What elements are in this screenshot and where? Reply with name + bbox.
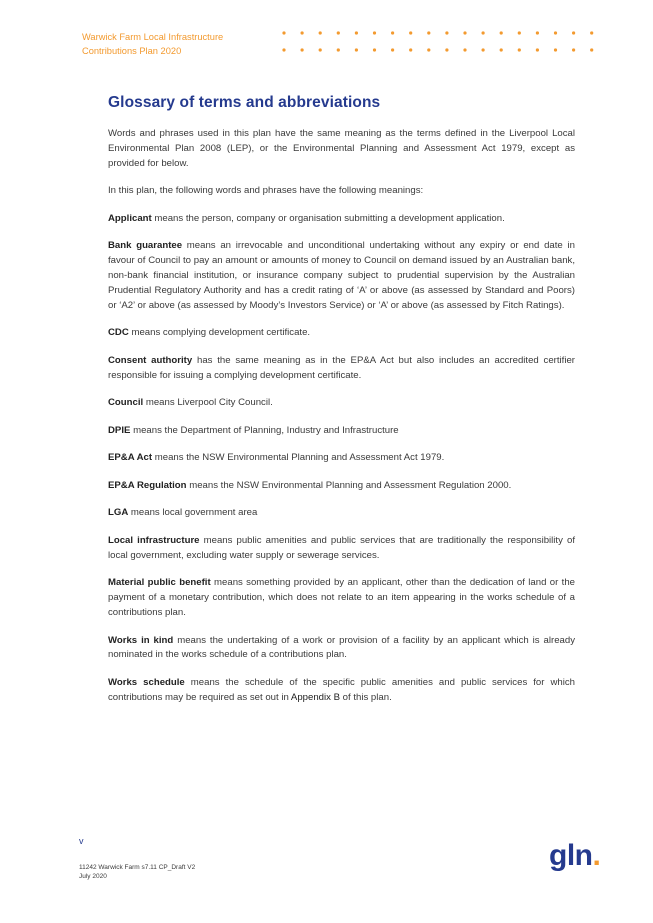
glossary-term: Local infrastructure — [108, 534, 200, 546]
gln-logo — [549, 838, 600, 874]
decorative-dot — [445, 31, 448, 34]
decorative-dot — [572, 48, 575, 51]
glossary-entry — [108, 506, 575, 521]
header-title-line1: Warwick Farm Local Infrastructure — [82, 32, 224, 42]
glossary-term: Works in kind — [108, 634, 174, 646]
glossary-entry — [108, 634, 575, 664]
decorative-dot — [282, 48, 285, 51]
glossary-term: Consent authority — [108, 354, 193, 366]
decorative-dot — [463, 48, 466, 51]
header-title-line2: Contributions Plan 2020 — [82, 46, 182, 56]
decorative-dot — [301, 48, 304, 51]
glossary-term: LGA — [108, 507, 129, 519]
decorative-dot-grid — [280, 29, 610, 53]
glossary-definition: means the NSW Environmental Planning and Assessment Act 1979. — [152, 452, 445, 464]
glossary-definition: means the undertaking of a work or provision of a facility by an applicant which is already nominated in the works schedule of a contributions plan. — [108, 634, 575, 661]
decorative-dot — [554, 48, 557, 51]
decorative-dot — [391, 48, 394, 51]
decorative-dot — [445, 48, 448, 51]
glossary-definition: means the NSW Environmental Planning and Assessment Regulation 2000. — [186, 479, 512, 491]
glossary-definition: means the Department of Planning, Industry and Infrastructure — [130, 424, 399, 436]
footer-doc-ref: 11242 Warwick Farm s7.11 CP_Draft V2 — [79, 864, 196, 871]
glossary-definition: means an irrevocable and unconditional undertaking without any expiry or end date in favour of Council to pay an amount or amounts of money to Council on demand issued by an Australian bank, non-bank financial institution, or insurance company subject to prudential supervision by the Australian Prudential Regulatory Authority and has a credit rating of ‘A’ or above (as assessed by Standard and Poors) or ‘A2’ or above (as assessed by Moody’s Investors Service) or ‘A’ or above (as assessed by Fitch Ratings). — [108, 240, 575, 311]
decorative-dot — [409, 31, 412, 34]
page-number: v — [79, 836, 84, 846]
logo-dot: . — [592, 839, 601, 872]
decorative-dot — [536, 48, 539, 51]
intro-paragraph: In this plan, the following words and phrases have the following meanings: — [108, 185, 424, 197]
glossary-body — [108, 127, 575, 718]
glossary-entry — [108, 676, 575, 706]
glossary-entry — [108, 354, 575, 384]
decorative-dot — [355, 48, 358, 51]
glossary-term: EP&A Regulation — [108, 479, 187, 491]
glossary-entry — [108, 239, 575, 314]
glossary-entry — [108, 451, 575, 466]
glossary-definition: means complying development certificate. — [128, 327, 311, 339]
glossary-definition: means local government area — [128, 507, 258, 519]
glossary-entry — [108, 479, 575, 494]
glossary-entry — [108, 534, 575, 564]
decorative-dot — [590, 48, 593, 51]
decorative-dot — [409, 48, 412, 51]
document-header-title — [82, 30, 223, 58]
decorative-dot — [590, 31, 593, 34]
document-footer — [79, 863, 195, 881]
glossary-definition: means the person, company or organisation submitting a development application. — [151, 212, 505, 224]
decorative-dot — [554, 31, 557, 34]
decorative-dot — [319, 31, 322, 34]
glossary-entry — [108, 424, 575, 439]
glossary-definition-end: of this plan. — [340, 691, 392, 703]
decorative-dot — [355, 31, 358, 34]
decorative-dot — [427, 31, 430, 34]
glossary-definition: means something provided by an applicant, other than the dedication of land or the payment of a monetary contribution, which does not relate to an item appearing in the works schedule of a contributions plan. — [108, 577, 575, 619]
decorative-dot — [482, 48, 485, 51]
page-title: Glossary of terms and abbreviations — [108, 94, 381, 111]
glossary-definition: has the same meaning as in the EP&A Act but also includes an accredited certifier responsible for issuing a complying development certificate. — [108, 354, 575, 381]
glossary-definition: means public amenities and public services that are traditionally the responsibility of local government, excluding water supply or sewerage services. — [108, 534, 575, 561]
glossary-term: Applicant — [108, 212, 152, 224]
glossary-entry — [108, 396, 575, 411]
decorative-dot — [500, 31, 503, 34]
decorative-dot — [518, 31, 521, 34]
glossary-term: Material public benefit — [108, 577, 211, 589]
decorative-dot — [282, 31, 285, 34]
decorative-dot — [427, 48, 430, 51]
decorative-dot — [301, 31, 304, 34]
decorative-dot — [518, 48, 521, 51]
decorative-dot — [373, 31, 376, 34]
decorative-dot — [463, 31, 466, 34]
decorative-dot — [319, 48, 322, 51]
decorative-dot — [500, 48, 503, 51]
glossary-definition: means Liverpool City Council. — [143, 397, 273, 409]
logo-text: gln — [549, 839, 593, 872]
footer-date: July 2020 — [79, 873, 107, 880]
glossary-term: DPIE — [108, 424, 131, 436]
glossary-term: Bank guarantee — [108, 240, 183, 252]
dot-grid-graphic — [280, 29, 610, 53]
decorative-dot — [373, 48, 376, 51]
intro-paragraph: Words and phrases used in this plan have the same meaning as the terms defined in the Liverpool Local Environmental Plan 2008 (LEP), or the Environmental Planning and Assessment Act 1979, except as provided for below. — [108, 128, 575, 169]
glossary-entry — [108, 212, 575, 227]
glossary-definition: means the schedule of the specific public amenities and public services for which contributions may be required as set out in — [108, 676, 576, 703]
decorative-dot — [391, 31, 394, 34]
decorative-dot — [482, 31, 485, 34]
glossary-term: Council — [108, 397, 144, 409]
glossary-entry — [108, 576, 575, 621]
glossary-term: Works schedule — [108, 676, 185, 688]
glossary-term: CDC — [108, 327, 129, 339]
decorative-dot — [572, 31, 575, 34]
appendix-reference: Appendix B — [290, 691, 340, 703]
decorative-dot — [337, 31, 340, 34]
decorative-dot — [337, 48, 340, 51]
decorative-dot — [536, 31, 539, 34]
glossary-entry — [108, 326, 575, 341]
glossary-term: EP&A Act — [108, 452, 153, 464]
